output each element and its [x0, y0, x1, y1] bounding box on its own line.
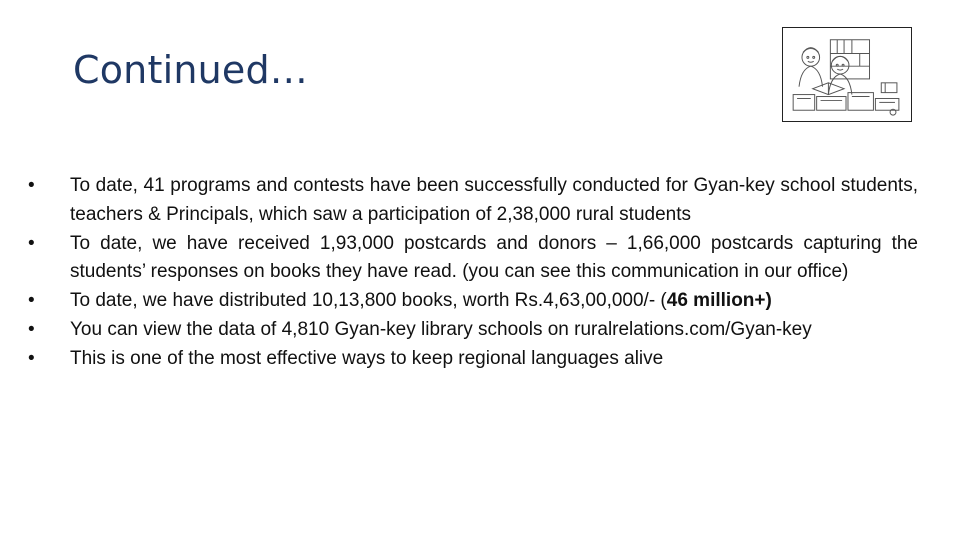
list-item: [26, 172, 918, 230]
list-item-text: You can view the data of 4,810 Gyan-key library schools on ruralrelations.com/Gyan-key: [70, 318, 812, 340]
list-item-text: To date, we have distributed 10,13,800 books, worth Rs.4,63,00,000/- (: [70, 290, 667, 312]
list-item: [26, 287, 918, 316]
bullet-list: [26, 172, 918, 374]
list-item-text: To date, 41 programs and contests have been successfully conducted for Gyan-key school students, teachers & Principals, which saw a participation of 2,38,000 rural students: [70, 175, 918, 225]
list-item-text: To date, we have received 1,93,000 postcards and donors – 1,66,000 postcards capturing the students’ responses on books they have read. (you can see this communication in our office): [70, 232, 918, 283]
list-item-text: This is one of the most effective ways to keep regional languages alive: [70, 347, 664, 369]
highlight-text: 46 million+): [666, 290, 772, 312]
list-item: [26, 345, 918, 374]
illustration-drawing: [783, 28, 911, 121]
children-reading-books-icon: [782, 27, 912, 122]
slide-title: Continued…: [73, 48, 308, 92]
list-item: [26, 230, 918, 288]
list-item: [26, 316, 918, 345]
